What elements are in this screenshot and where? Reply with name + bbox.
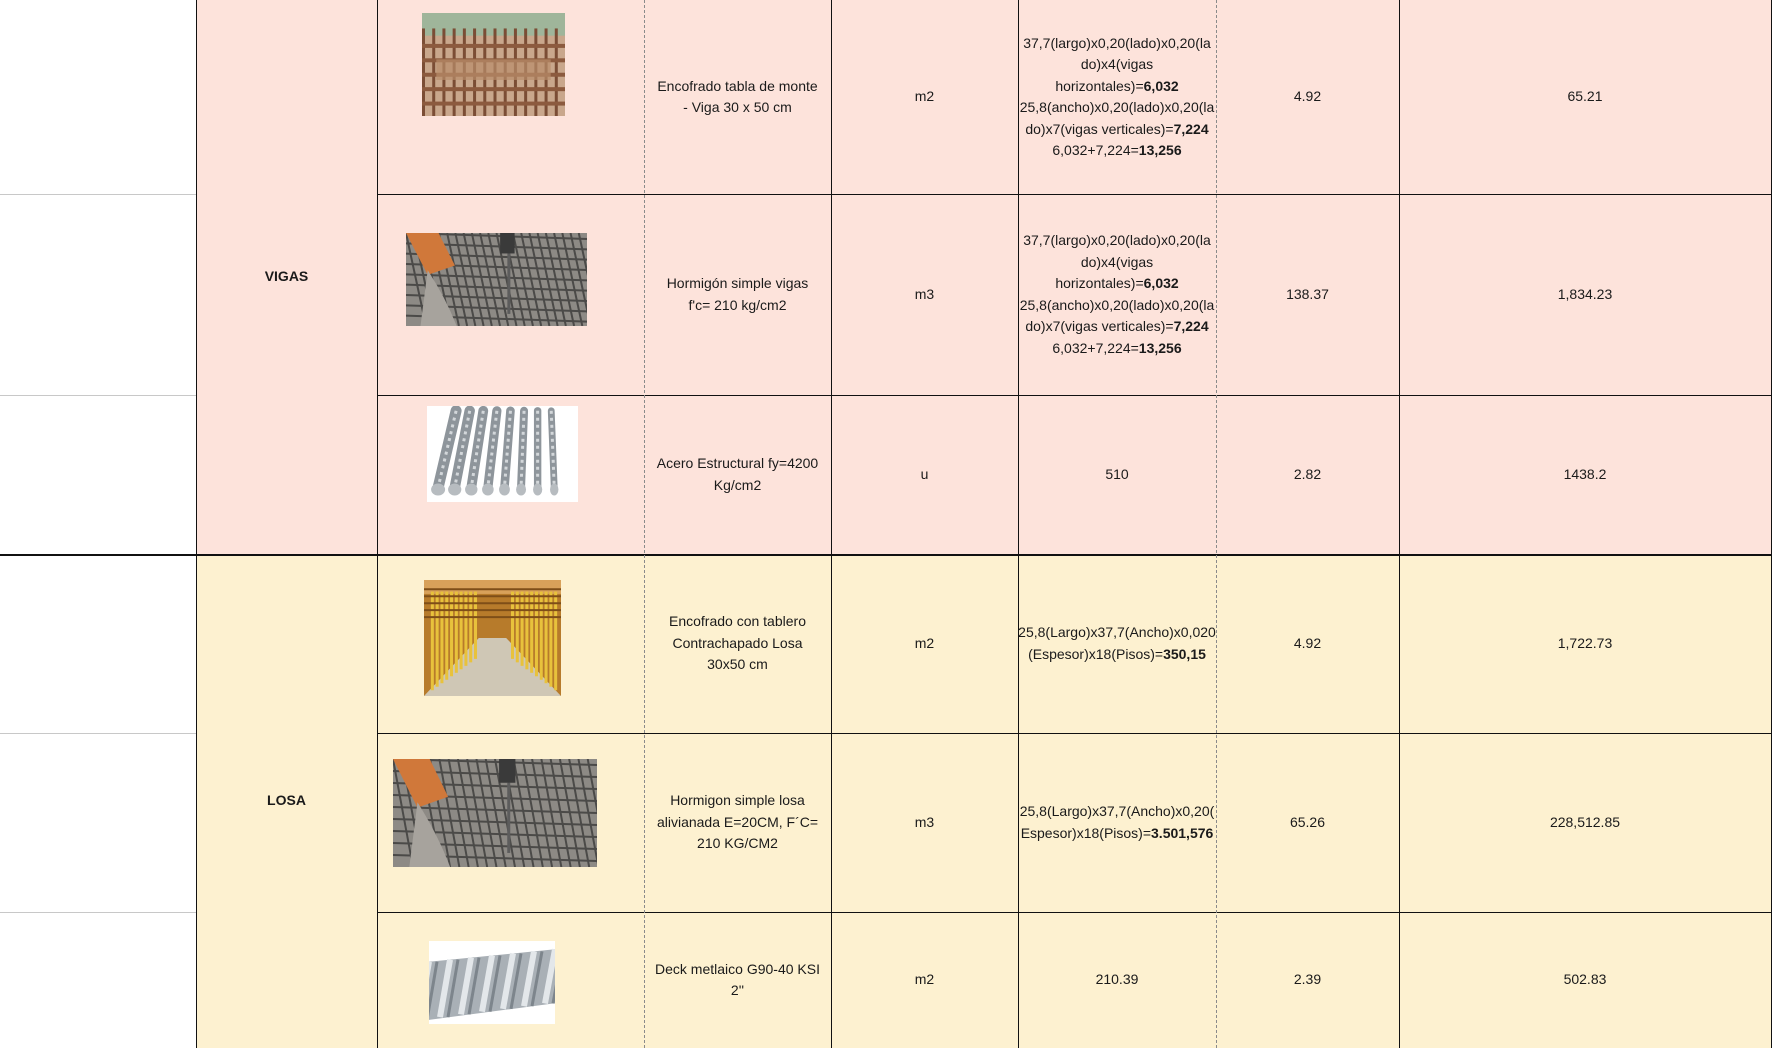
item-description: Deck metlaico G90-40 KSI 2'': [655, 960, 820, 998]
quantity-expression: 6,032+7,224=: [1052, 142, 1139, 158]
item-quantity: [1018, 395, 1216, 554]
row-divider-light: [0, 733, 196, 734]
quantity-expression: 6,032+7,224=: [1052, 339, 1139, 356]
item-description: Encofrado tabla de monte - Viga 30 x 50 cm: [657, 77, 818, 115]
quantity-result: 6,032: [1143, 275, 1179, 291]
item-quantity: [1018, 554, 1216, 733]
quantity-line: [1020, 801, 1215, 823]
plywood-slab-formwork-photo: [424, 580, 561, 696]
quantity-line: [1105, 464, 1128, 486]
metal-deck-photo-graphic: [429, 941, 555, 1024]
quantity-line: [1021, 823, 1214, 845]
item-total: 65.21: [1567, 88, 1603, 105]
item-description: Hormigon simple losa alivianada E=20CM, F´C= 210 KG/CM2: [656, 792, 819, 852]
quantity-result: 13,256: [1138, 142, 1182, 158]
quantity-expression: 37,7(largo)x0,20(lado)x0,20(la: [1023, 34, 1211, 51]
quantity-line: [1081, 54, 1153, 76]
item-unit-price: 2.39: [1293, 971, 1322, 988]
quantity-expression: 25,8(ancho)x0,20(lado)x0,20(la: [1019, 99, 1215, 115]
rebar-bundle-photo: [427, 406, 578, 502]
quantity-line: [1055, 76, 1178, 98]
quantity-result: 7,224: [1173, 120, 1209, 137]
quantity-line: [1025, 316, 1208, 338]
item-total: 228,512.85: [1549, 813, 1621, 830]
quantity-result: 350,15: [1163, 645, 1206, 662]
quantity-expression: 510: [1105, 465, 1129, 482]
item-unit-price: 4.92: [1293, 88, 1322, 105]
item-total: 502.83: [1563, 971, 1607, 988]
quantity-expression: 25,8(ancho)x0,20(lado)x0,20(la: [1019, 296, 1215, 313]
group-label: LOSA: [267, 792, 306, 809]
quantity-result: 13,256: [1138, 339, 1182, 356]
quantity-line: [1020, 97, 1215, 119]
row-divider-light: [0, 395, 196, 396]
item-description: Hormigón simple vigas f'c= 210 kg/cm2: [666, 275, 809, 313]
item-unit: u: [920, 465, 929, 482]
plywood-slab-formwork-photo-graphic: [424, 580, 561, 696]
item-unit: m3: [914, 813, 935, 830]
quantity-expression: do)x7(vigas verticales)=: [1025, 120, 1174, 137]
formwork-beams-photo-graphic: [422, 13, 565, 116]
quantity-expression: 25,8(Largo)x37,7(Ancho)x0,20(: [1019, 803, 1215, 819]
quantity-line: [1096, 969, 1139, 991]
quantity-line: [1052, 338, 1181, 360]
item-description: Encofrado con tablero Contrachapado Losa 30x50 cm: [669, 613, 806, 673]
quantity-result: 3.501,576: [1151, 824, 1214, 841]
quantity-line: [1020, 295, 1215, 317]
quantity-line: [1025, 119, 1208, 141]
item-unit-price: 65.26: [1289, 813, 1326, 830]
group-label: VIGAS: [264, 268, 309, 285]
row-divider-light: [0, 194, 196, 195]
quantity-expression: 25,8(Largo)x37,7(Ancho)x0,020: [1018, 624, 1216, 640]
quantity-expression: 210.39: [1095, 971, 1139, 988]
item-total: 1,722.73: [1557, 634, 1613, 651]
item-quantity: [1018, 733, 1216, 912]
quantity-line: [1055, 273, 1178, 295]
quantity-expression: do)x4(vigas: [1080, 56, 1154, 72]
column-divider: [377, 0, 378, 1048]
concrete-pour-photo-graphic: [393, 759, 597, 867]
quantity-expression: do)x7(vigas verticales)=: [1025, 318, 1174, 334]
quantity-line: [1052, 140, 1181, 162]
concrete-pour-photo-graphic: [406, 233, 587, 326]
quantity-expression: horizontales)=: [1055, 275, 1144, 291]
formwork-beams-photo: [422, 13, 565, 116]
quantity-result: 7,224: [1173, 318, 1209, 334]
rebar-bundle-photo-graphic: [427, 406, 578, 502]
quantity-expression: (Espesor)x18(Pisos)=: [1028, 645, 1164, 662]
quantity-result: 6,032: [1143, 77, 1179, 94]
item-unit: m3: [914, 285, 935, 302]
item-quantity: [1018, 0, 1216, 194]
quantity-expression: Espesor)x18(Pisos)=: [1020, 824, 1152, 841]
quantity-line: [1023, 33, 1211, 55]
quantity-expression: 37,7(largo)x0,20(lado)x0,20(la: [1023, 232, 1211, 248]
quantity-line: [1028, 644, 1206, 666]
concrete-pour-photo: [393, 759, 597, 867]
item-description: Acero Estructural fy=4200 Kg/cm2: [656, 455, 819, 493]
quantity-line: [1081, 252, 1153, 274]
item-total: 1,834.23: [1557, 285, 1613, 302]
quantity-line: [1018, 622, 1216, 644]
quantity-line: [1023, 230, 1211, 252]
column-divider: [1771, 0, 1772, 1048]
item-total: 1438.2: [1563, 465, 1607, 482]
item-quantity: [1018, 912, 1216, 1048]
item-unit-price: 138.37: [1286, 285, 1329, 302]
item-unit-price: 2.82: [1293, 465, 1322, 482]
quantity-expression: do)x4(vigas: [1080, 253, 1154, 270]
item-unit-price: 4.92: [1293, 634, 1322, 651]
quantity-expression: horizontales)=: [1055, 77, 1144, 94]
row-divider-light: [0, 912, 196, 913]
item-unit: m2: [914, 88, 935, 105]
metal-deck-photo: [429, 941, 555, 1024]
concrete-pour-photo: [406, 233, 587, 326]
item-unit: m2: [914, 971, 935, 988]
item-unit: m2: [914, 634, 935, 651]
item-quantity: [1018, 194, 1216, 395]
